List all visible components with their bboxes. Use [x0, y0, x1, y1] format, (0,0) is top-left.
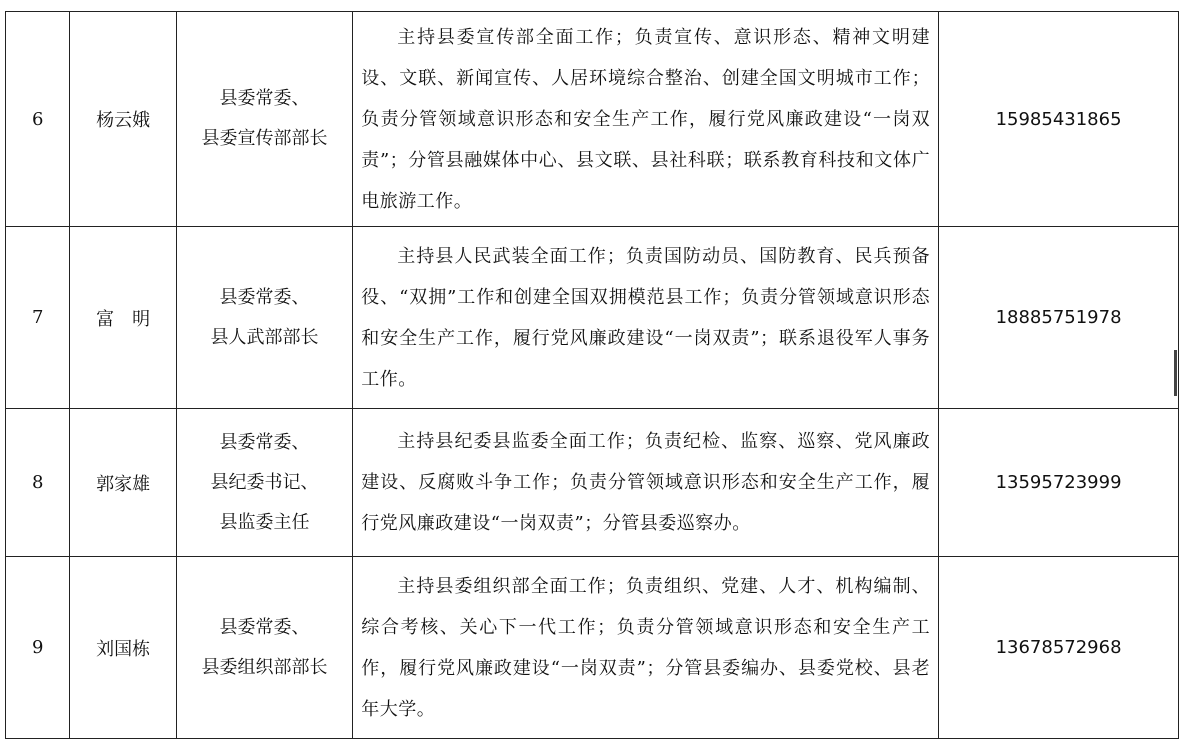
title-line: 县委常委、	[219, 616, 310, 638]
leader-title	[176, 12, 353, 227]
title-line: 县纪委书记、	[210, 471, 319, 493]
table-row	[6, 227, 1179, 409]
duty-description	[353, 557, 939, 739]
table-row	[6, 409, 1179, 557]
title-line: 县委宣传部部长	[201, 128, 328, 149]
table-row	[6, 12, 1179, 227]
title-line: 县监委主任	[219, 511, 310, 533]
row-index: 7	[6, 227, 70, 409]
title-line: 县委组织部部长	[201, 656, 328, 678]
leader-name: 郭家雄	[70, 409, 176, 557]
row-index: 6	[6, 12, 70, 227]
leader-title	[176, 557, 353, 739]
duty-text: 主持县人民武装全面工作；负责国防动员、国防教育、民兵预备役、“双拥”工作和创建全国双拥模范县工作；负责分管领域意识形态和安全生产工作，履行党风廉政建设“一岗双责”；联系退役军人事务工作。	[361, 245, 931, 390]
table-row	[6, 557, 1179, 739]
leadership-duty-table	[5, 11, 1179, 739]
duty-description	[353, 12, 939, 227]
leader-name: 富 明	[70, 227, 176, 409]
title-line: 县人武部部长	[210, 326, 319, 348]
leader-name: 杨云娥	[70, 12, 176, 227]
scrollbar-thumb[interactable]	[1174, 350, 1177, 396]
title-line: 县委常委、	[219, 88, 310, 109]
leader-title	[176, 227, 353, 409]
duty-description	[353, 409, 939, 557]
title-line: 县委常委、	[219, 286, 310, 308]
duty-description	[353, 227, 939, 409]
row-index: 9	[6, 557, 70, 739]
duty-text: 主持县纪委县监委全面工作；负责纪检、监察、巡察、党风廉政建设、反腐败斗争工作；负责分管领域意识形态和安全生产工作，履行党风廉政建设“一岗双责”；分管县委巡察办。	[361, 431, 931, 534]
duty-text: 主持县委组织部全面工作；负责组织、党建、人才、机构编制、综合考核、关心下一代工作；负责分管领域意识形态和安全生产工作，履行党风廉政建设“一岗双责”；分管县委编办、县委党校、县老年大学。	[361, 575, 931, 720]
row-index: 8	[6, 409, 70, 557]
phone-number: 18885751978	[939, 227, 1179, 409]
leader-name: 刘国栋	[70, 557, 176, 739]
phone-number: 13595723999	[939, 409, 1179, 557]
leader-title	[176, 409, 353, 557]
phone-number: 15985431865	[939, 12, 1179, 227]
title-line: 县委常委、	[219, 431, 310, 453]
duty-text: 主持县委宣传部全面工作；负责宣传、意识形态、精神文明建设、文联、新闻宣传、人居环境综合整治、创建全国文明城市工作；负责分管领域意识形态和安全生产工作，履行党风廉政建设“一岗双责”；分管县融媒体中心、县文联、县社科联；联系教育科技和文体广电旅游工作。	[361, 26, 931, 212]
phone-number: 13678572968	[939, 557, 1179, 739]
